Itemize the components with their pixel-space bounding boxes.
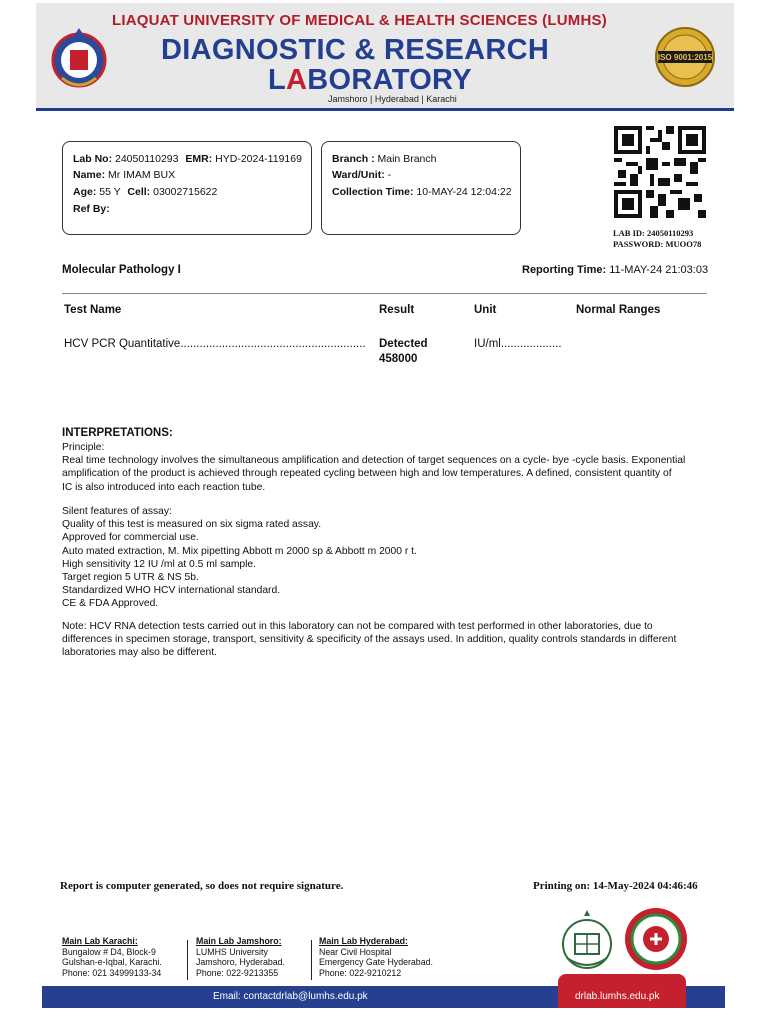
website-link[interactable]: drlab.lumhs.edu.pk (575, 991, 660, 1002)
collection-row (332, 186, 512, 198)
text-line: High sensitivity 12 IU /ml at 0.5 ml sample. (62, 558, 256, 570)
password: PASSWORD: MUOO78 (613, 239, 702, 249)
col-header-test-name: Test Name (64, 304, 122, 316)
university-name: LIAQUAT UNIVERSITY OF MEDICAL & HEALTH SCIENCES (LUMHS) (112, 12, 607, 29)
text-line: CE & FDA Approved. (62, 598, 159, 610)
branch-label: Branch : (332, 153, 375, 165)
divider (62, 293, 707, 294)
col-header-unit: Unit (474, 304, 497, 316)
emr-value: HYD-2024-119169 (215, 153, 302, 165)
address-karachi (62, 936, 162, 978)
cell-value: 03002715622 (153, 186, 218, 198)
col-header-normal-ranges: Normal Ranges (576, 304, 661, 316)
header-rule (36, 108, 734, 111)
lab-no-label: Lab No: (73, 153, 113, 165)
age-label: Age: (73, 186, 97, 198)
text-line: Quality of this test is measured on six sigma rated assay. (62, 519, 322, 531)
signature-note: Report is computer generated, so does not require signature. (60, 880, 344, 892)
text-line: laboratories may also be different. (62, 647, 217, 659)
ward-value: - (387, 169, 392, 181)
address-title: Main Lab Karachi: (62, 936, 138, 946)
text-line: Standardized WHO HCV international standard. (62, 585, 281, 597)
printing-time: Printing on: 14-May-2024 04:46:46 (533, 880, 698, 892)
result-status-cell: Detected (379, 338, 428, 350)
address-line: Jamshoro, Hyderabad. (196, 957, 285, 968)
lab-title-line1: DIAGNOSTIC & RESEARCH (161, 34, 550, 66)
address-line: Near Civil Hospital (319, 946, 392, 957)
reporting-time-value: 11-MAY-24 21:03:03 (609, 264, 709, 276)
university-logo-icon (50, 20, 108, 94)
text-line: Real time technology involves the simultaneous amplification and detection of target sequences on a cycle- bye -cycle basis. Exponential (62, 455, 686, 467)
collection-label: Collection Time: (332, 186, 414, 198)
col-header-result: Result (379, 304, 415, 316)
text-line: Silent features of assay: (62, 506, 172, 517)
text-line: differences in specimen storage, transport, sensitivity & specificity of the assays used. In addition, quality controls standards in different (62, 634, 677, 646)
text-line: Approved for commercial use. (62, 532, 199, 544)
address-line: Emergency Gate Hyderabad. (319, 957, 433, 968)
ref-row (73, 203, 110, 215)
text-line: amplification of the product is achieved through repeated cycling between high and low temperatures. A defined, consistent quantity of (62, 468, 672, 480)
address-line: Phone: 022-9213355 (196, 967, 279, 978)
patient-name: Mr IMAM BUX (108, 169, 176, 181)
collection-value: 10-MAY-24 12:04:22 (416, 186, 512, 198)
address-jamshoro (196, 936, 285, 978)
address-line: Phone: 022-9210212 (319, 967, 402, 978)
text-line: IC is also introduced into each reaction tube. (62, 481, 266, 493)
address-line: Gulshan-e-Iqbal, Karachi. (62, 957, 162, 968)
department-title: Molecular Pathology I (62, 264, 181, 276)
address-line: LUMHS University (196, 946, 268, 957)
reporting-time-label: Reporting Time: (522, 264, 607, 276)
age-value: 55 Y (99, 186, 121, 198)
email-link[interactable]: Email: contactdrlab@lumhs.edu.pk (213, 991, 368, 1002)
text-line: Principle: (62, 442, 105, 453)
text-line: Auto mated extraction, M. Mix pipetting Abbott m 2000 sp & Abbott m 2000 r t. (62, 545, 417, 557)
text-line: Note: HCV RNA detection tests carried out in this laboratory can not be compared with test performed in other laboratories, due to (62, 621, 653, 632)
interpretations-heading: INTERPRETATIONS: (62, 427, 173, 439)
name-row (73, 169, 175, 181)
branch-value: Main Branch (377, 153, 437, 165)
lab-no-row (73, 153, 302, 165)
unit-cell: IU/ml................... (474, 338, 562, 350)
reporting-time (522, 264, 708, 276)
address-hyderabad (319, 936, 433, 978)
emr-label: EMR: (185, 153, 213, 165)
lab-title-rest: BORATORY (307, 64, 472, 96)
lab-title-letter-l: L (268, 64, 287, 96)
text-line: Target region 5 UTR & NS 5b. (62, 572, 199, 584)
address-line: Bungalow # D4, Block-9 (62, 946, 156, 957)
lab-title-line2 (268, 64, 472, 97)
age-row (73, 186, 217, 198)
test-name-cell: HCV PCR Quantitative.......................................................... (64, 338, 366, 350)
address-title: Main Lab Jamshoro: (196, 936, 282, 946)
ward-row (332, 169, 391, 181)
address-title: Main Lab Hyderabad: (319, 936, 408, 946)
lab-id: LAB ID: 24050110293 (613, 228, 694, 238)
principle-paragraph (62, 441, 707, 494)
ref-by-label: Ref By: (73, 203, 110, 215)
cell-label: Cell: (127, 186, 151, 198)
qr-code-icon (614, 126, 706, 218)
government-seal-icon (557, 906, 617, 974)
certification-seal-icon (623, 906, 689, 972)
address-divider (311, 940, 312, 980)
ward-label: Ward/Unit: (332, 169, 385, 181)
features-list (62, 505, 707, 611)
name-label: Name: (73, 169, 106, 181)
note-paragraph (62, 620, 707, 660)
iso-certified-badge-icon (652, 26, 718, 88)
result-value-cell: 458000 (379, 353, 418, 365)
address-line: Phone: 021 34999133-34 (62, 967, 162, 978)
branch-row (332, 153, 436, 165)
cities-line: Jamshoro | Hyderabad | Karachi (328, 94, 457, 104)
lab-no-value: 24050110293 (115, 153, 179, 165)
address-divider (187, 940, 188, 980)
lab-title-letter-a: A (286, 64, 308, 96)
qr-caption (613, 228, 701, 250)
iso-badge-text: ISO 9001:2015 (657, 53, 713, 62)
